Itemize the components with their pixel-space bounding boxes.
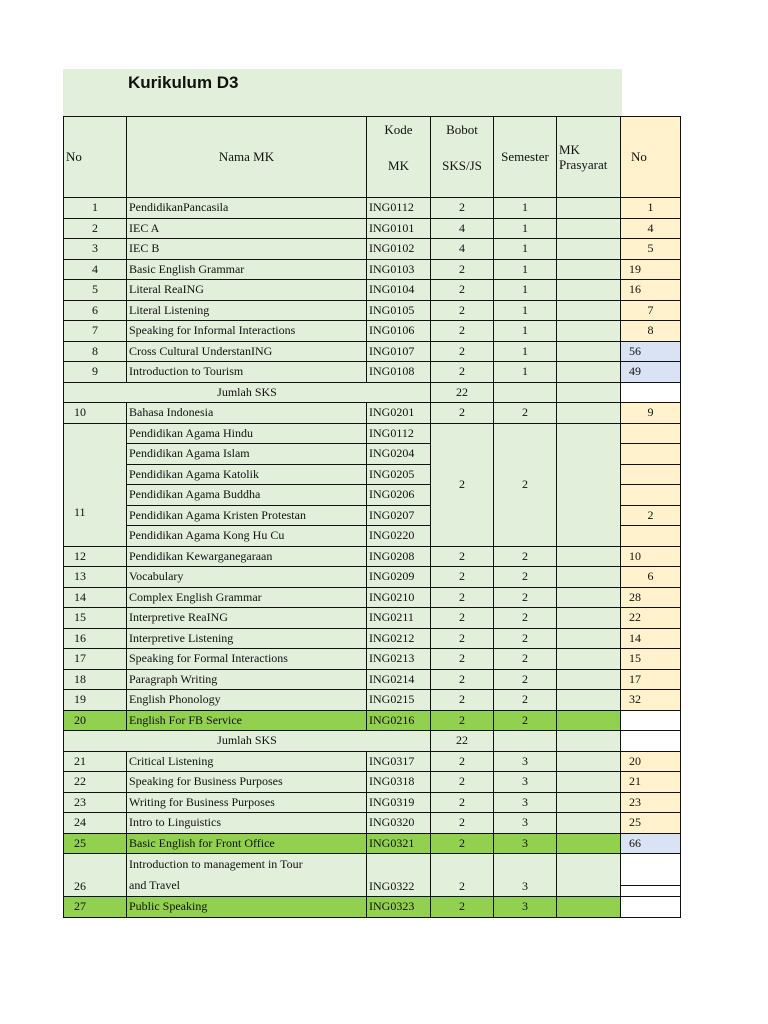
header-kode: Kode MK <box>367 117 431 198</box>
agama-row: Pendidikan Agama Kong Hu Cu ING0220 <box>64 526 681 547</box>
table-row: 18 Paragraph Writing ING0214 2 2 17 <box>64 669 681 690</box>
header-nama: Nama MK <box>127 117 367 198</box>
table-row: 17 Speaking for Formal Interactions ING0213 2 2 15 <box>64 649 681 670</box>
table-row: 12 Pendidikan Kewarganegaraan ING0208 2 2 10 <box>64 546 681 567</box>
agama-row: Pendidikan Agama Islam ING0204 <box>64 444 681 465</box>
table-row: 21 Critical Listening ING0317 2 3 20 <box>64 751 681 772</box>
table-row: 9 Introduction to Tourism ING0108 2 1 49 <box>64 362 681 383</box>
total-row: Jumlah SKS 22 <box>64 382 681 403</box>
sheet-title: Kurikulum D3 <box>128 73 239 92</box>
table-row: 14 Complex English Grammar ING0210 2 2 28 <box>64 587 681 608</box>
table-row: 13 Vocabulary ING0209 2 2 6 <box>64 567 681 588</box>
table-row: 1 PendidikanPancasila ING0112 2 1 1 <box>64 198 681 219</box>
table-row: 8 Cross Cultural UnderstanING ING0107 2 1 56 <box>64 341 681 362</box>
table-row: 4 Basic English Grammar ING0103 2 1 19 <box>64 259 681 280</box>
header-bobot: Bobot SKS/JS <box>431 117 494 198</box>
table-row: 19 English Phonology ING0215 2 2 32 <box>64 690 681 711</box>
table-row: 7 Speaking for Informal Interactions ING0106 2 1 8 <box>64 321 681 342</box>
header-row <box>64 117 681 198</box>
agama-row: Pendidikan Agama Katolik ING0205 <box>64 464 681 485</box>
table-row: 24 Intro to Linguistics ING0320 2 3 25 <box>64 813 681 834</box>
header-prasyarat: MK Prasyarat <box>557 117 621 198</box>
table-row: 2 IEC A ING0101 4 1 4 <box>64 218 681 239</box>
table-row: 15 Interpretive ReaING ING0211 2 2 22 <box>64 608 681 629</box>
header-no: No <box>64 117 127 198</box>
table-row: 23 Writing for Business Purposes ING0319 2 3 23 <box>64 792 681 813</box>
total-row: Jumlah SKS 22 <box>64 731 681 752</box>
agama-row: 11 Pendidikan Agama Hindu ING0112 2 2 <box>64 423 681 444</box>
table-row: 6 Literal Listening ING0105 2 1 7 <box>64 300 681 321</box>
agama-row: Pendidikan Agama Buddha ING0206 <box>64 485 681 506</box>
table-row-highlighted: 27 Public Speaking ING0323 2 3 <box>64 897 681 918</box>
curriculum-table <box>63 116 681 918</box>
table-row: 16 Interpretive Listening ING0212 2 2 14 <box>64 628 681 649</box>
header-no2: No <box>621 117 681 198</box>
table-row: 3 IEC B ING0102 4 1 5 <box>64 239 681 260</box>
table-row: 5 Literal ReaING ING0104 2 1 16 <box>64 280 681 301</box>
table-row: 22 Speaking for Business Purposes ING0318 2 3 21 <box>64 772 681 793</box>
table-row-highlighted: 25 Basic English for Front Office ING0321 2 3 66 <box>64 833 681 854</box>
agama-row: Pendidikan Agama Kristen Protestan ING0207 2 <box>64 505 681 526</box>
header-semester: Semester <box>494 117 557 198</box>
table-row: 26 Introduction to management in Tour and Travel ING0322 2 3 <box>64 854 681 897</box>
table-row-highlighted: 20 English For FB Service ING0216 2 2 <box>64 710 681 731</box>
table-row: 10 Bahasa Indonesia ING0201 2 2 9 <box>64 403 681 424</box>
